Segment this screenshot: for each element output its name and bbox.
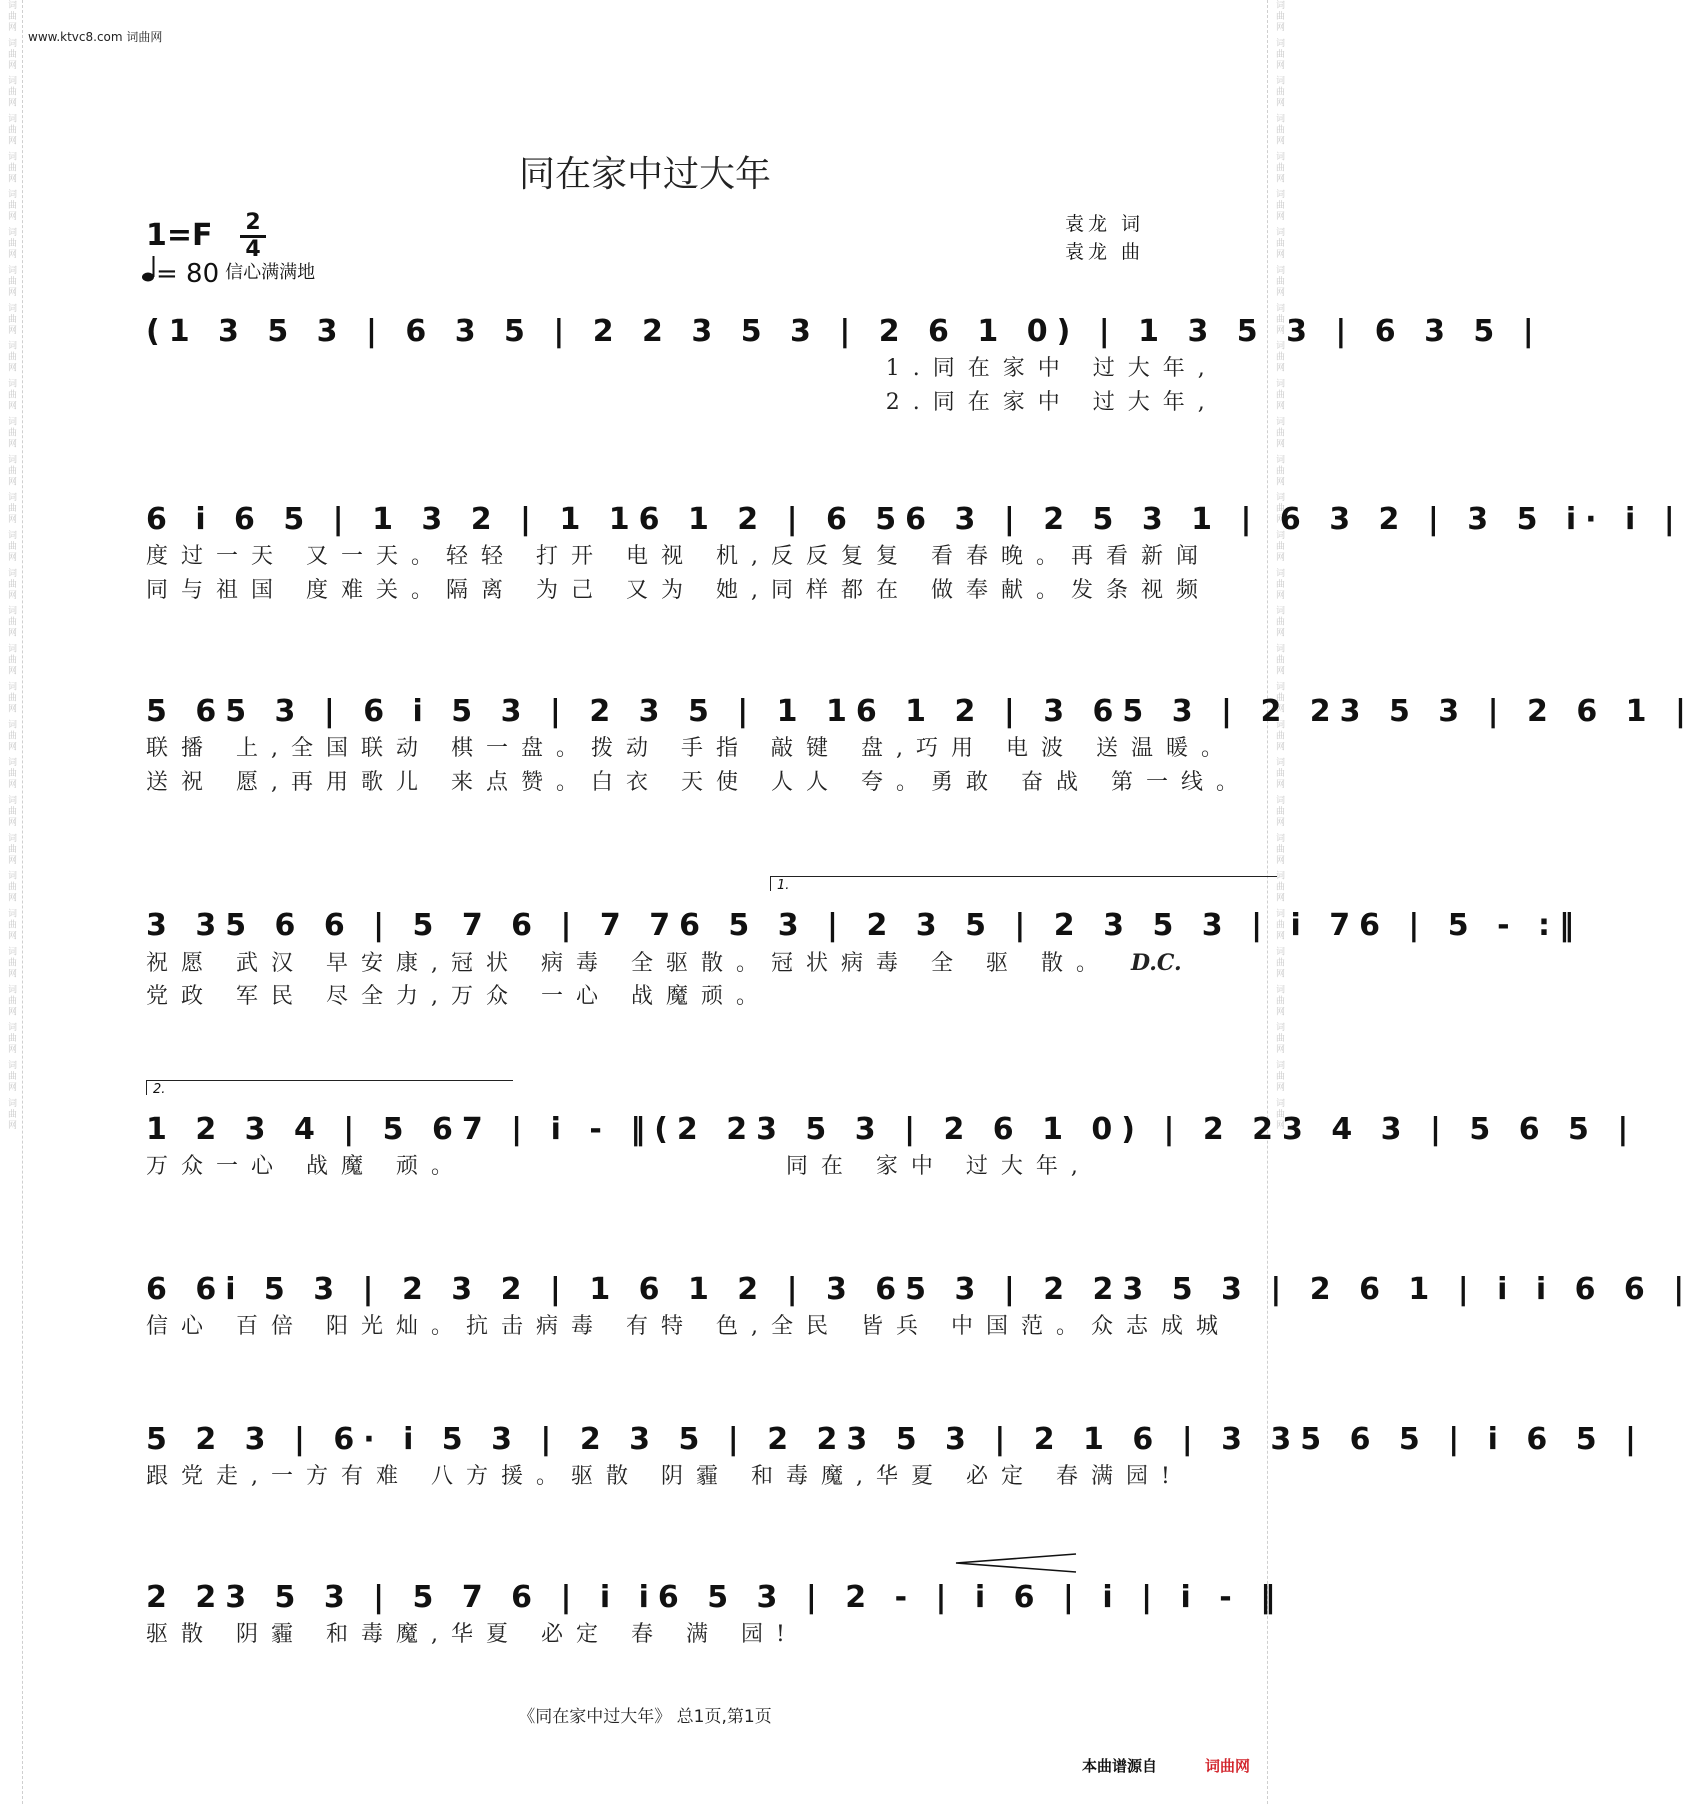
lyric-verse-2: 同与祖国 度难关。隔离 为己 又为 她,同样都在 做奉献。发条视频 [146,578,1211,603]
second-ending-bracket: 2. [146,1080,513,1095]
lyric-verse-1 [146,946,1182,980]
quarter-note-icon [142,256,156,282]
page-footer: 《同在家中过大年》 总1页,第1页 [518,1707,772,1727]
score-system-6 [146,1270,1694,1344]
key-signature: 1=F [146,218,213,253]
composer-credit: 袁龙 曲 [1064,241,1144,263]
notation-line: 3 35 6 6 | 5 7 6 | 7 76 5 3 | 2 3 5 | 2 3 5 3 | i 76 | 5 - :‖ [146,908,1584,943]
score-system-1 [146,312,1543,420]
source-brand[interactable]: 词曲网 [1204,1757,1250,1775]
tempo-value: = 80 [156,259,220,289]
time-signature-bottom: 4 [245,237,261,262]
source-label: 本曲谱源自 [1081,1757,1157,1775]
score-system-7 [146,1420,1645,1494]
lyric-verse-2: 党政 军民 尽全力,万众 一心 战魔顽。 [146,984,771,1009]
crescendo-mark [956,1552,1076,1574]
notation-line: (1 3 5 3 | 6 3 5 | 2 2 3 5 3 | 2 6 1 0) | 1 3 5 3 | 6 3 5 | [146,314,1543,349]
left-margin-watermark: 词曲网 词曲网 词曲网 词曲网 词曲网 词曲网 词曲网 词曲网 词曲网 词曲网 词曲网 词曲网 词曲网 词曲网 词曲网 词曲网 词曲网 词曲网 词曲网 词曲网 词曲网 词曲网 词曲网 词曲网 词曲网 词曲网 词曲网 词曲网 词曲网 词曲网 [0,0,23,1804]
tempo-marking [142,256,315,289]
score-system-5 [146,1082,1638,1184]
notation-line: 5 65 3 | 6 i 5 3 | 2 3 5 | 1 16 1 2 | 3 65 3 | 2 23 5 3 | 2 6 1 | [146,694,1695,729]
site-url: www.ktvc8.com 词曲网 [28,30,163,44]
lyric-verse-1: 信心 百倍 阳光灿。抗击病毒 有特 色,全民 皆兵 中国范。众志成城 [146,1314,1231,1339]
lyric-verse-1: 万众一心 战魔 顽。 同在 家中 过大年, [146,1154,1091,1179]
time-signature [240,212,266,261]
tempo-expression: 信心满满地 [225,262,316,283]
notation-line: 6 i 6 5 | 1 3 2 | 1 16 1 2 | 6 56 3 | 2 5 3 1 | 6 3 2 | 3 5 i· i | [146,502,1684,537]
lyric-text: 祝愿 武汉 早安康,冠状 病毒 全驱散。冠状病毒 全 驱 散。 [146,951,1111,976]
notation-line: 2 23 5 3 | 5 7 6 | i i6 5 3 | 2 - | i 6 | i | i - ‖ [146,1580,1285,1615]
notation-line: 5 2 3 | 6· i 5 3 | 2 3 5 | 2 23 5 3 | 2 1 6 | 3 35 6 5 | i 6 5 | [146,1422,1645,1457]
score-system-2 [146,500,1684,608]
score-system-8 [146,1578,1285,1652]
first-ending-bracket: 1. [770,876,1277,891]
lyric-verse-1: 联播 上,全国联动 棋一盘。拨动 手指 敲键 盘,巧用 电波 送温暖。 [146,736,1236,761]
source-credit [1082,1755,1250,1776]
da-capo-mark: D.C. [1130,950,1182,976]
lyric-verse-1: 跟党走,一方有难 八方援。驱散 阴霾 和毒魔,华夏 必定 春满园! [146,1464,1183,1489]
notation-line: 6 6i 5 3 | 2 3 2 | 1 6 1 2 | 3 65 3 | 2 23 5 3 | 2 6 1 | i i 6 6 | [146,1272,1694,1307]
right-margin-watermark: 词曲网 词曲网 词曲网 词曲网 词曲网 词曲网 词曲网 词曲网 词曲网 词曲网 词曲网 词曲网 词曲网 词曲网 词曲网 词曲网 词曲网 词曲网 词曲网 词曲网 词曲网 词曲网 词曲网 词曲网 词曲网 词曲网 词曲网 词曲网 词曲网 词曲网 [1267,0,1290,1804]
lyric-verse-1: 1.同在家中 过大年, [146,356,1218,381]
notation-line: 1 2 3 4 | 5 67 | i - ‖(2 23 5 3 | 2 6 1 0) | 2 23 4 3 | 5 6 5 | [146,1112,1638,1147]
song-title: 同在家中过大年 [518,154,771,195]
score-system-3 [146,692,1695,800]
lyric-verse-1: 度过一天 又一天。轻轻 打开 电视 机,反反复复 看春晚。再看新闻 [146,544,1211,569]
time-signature-top: 2 [245,210,261,235]
lyric-verse-2: 2.同在家中 过大年, [146,390,1218,415]
score-system-4 [146,878,1584,1014]
credits [1065,210,1144,266]
lyricist-credit: 袁龙 词 [1064,213,1144,235]
lyric-verse-1: 驱散 阴霾 和毒魔,华夏 必定 春 满 园! [146,1622,798,1647]
lyric-verse-2: 送祝 愿,再用歌儿 来点赞。白衣 天使 人人 夸。勇敢 奋战 第一线。 [146,770,1251,795]
